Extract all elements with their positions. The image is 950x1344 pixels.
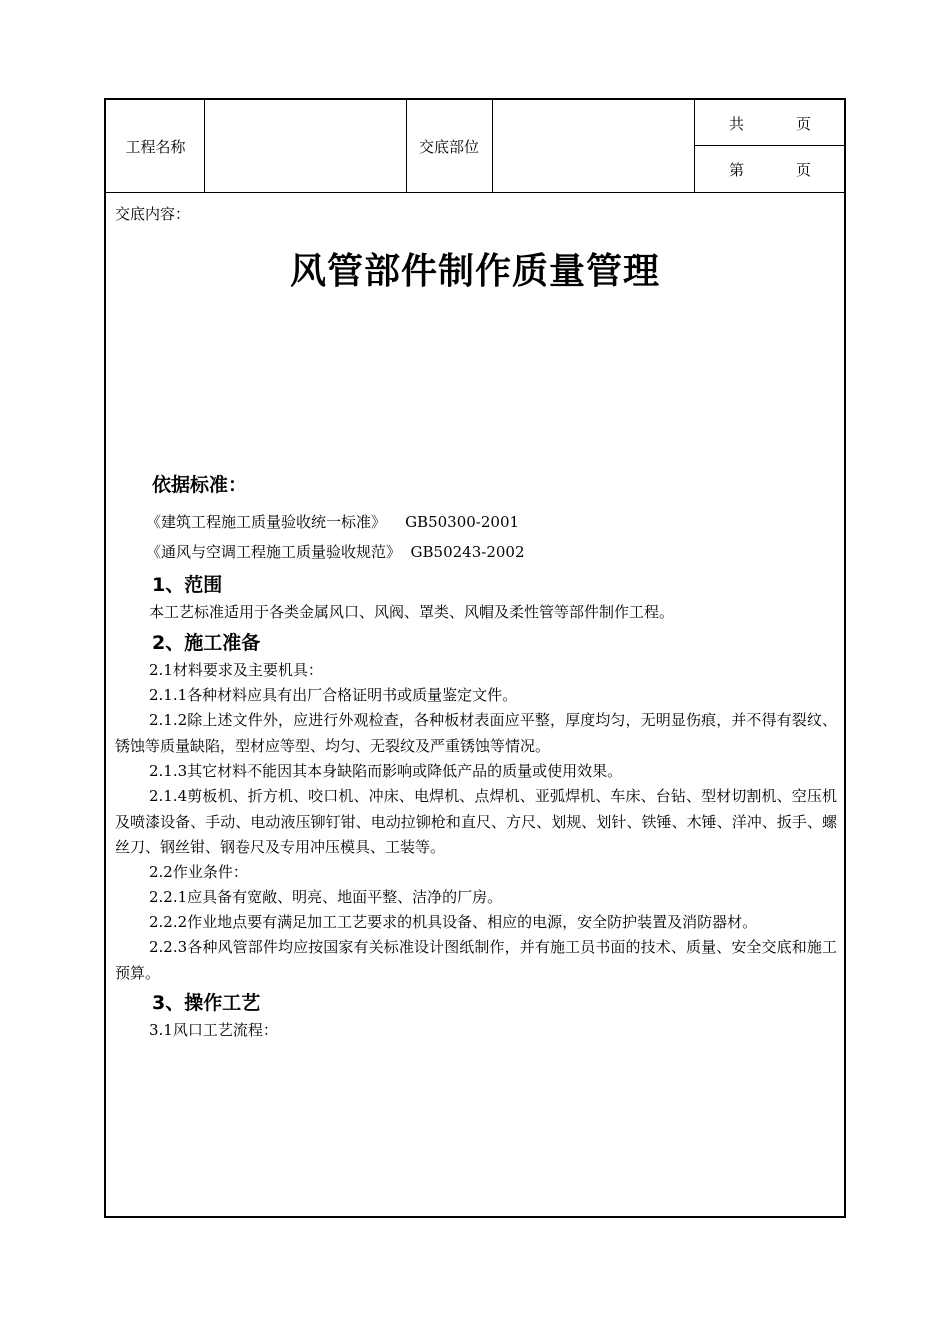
section-heading-process: 3、操作工艺	[152, 992, 261, 1014]
page-count-cell	[694, 100, 846, 192]
total-pages-prefix: 共	[729, 114, 745, 133]
form-header-row	[106, 100, 844, 193]
paragraph: 3.1风口工艺流程：	[149, 1021, 278, 1039]
paragraph: 2.2.1应具备有宽敞、明亮、地面平整、洁净的厂房。	[149, 888, 503, 906]
paragraph: 2.1材料要求及主要机具：	[149, 661, 323, 679]
paragraph: 2.2.3各种风管部件均应按国家有关标准设计图纸制作，并有施工员书面的技术、质量、安全交底和施工预算。	[115, 938, 837, 982]
paragraph: 2.1.1各种材料应具有出厂合格证明书或质量鉴定文件。	[149, 686, 518, 704]
basis-heading: 依据标准：	[152, 474, 248, 496]
project-name-label: 工程名称	[125, 137, 186, 156]
divider	[694, 145, 846, 146]
location-field[interactable]	[492, 100, 694, 192]
total-pages-suffix: 页	[796, 114, 812, 133]
paragraph: 2.2作业条件：	[149, 863, 248, 881]
paragraph: 2.2.2作业地点要有满足加工工艺要求的机具设备、相应的电源，安全防护装置及消防器材。	[149, 913, 758, 931]
total-pages-line	[694, 100, 846, 146]
page-number-prefix: 第	[729, 160, 745, 179]
reference-standard: 《建筑工程施工质量验收统一标准》 GB50300-2001	[146, 513, 520, 531]
reference-standard: 《通风与空调工程施工质量验收规范》 GB50243-2002	[146, 543, 525, 561]
location-label: 交底部位	[418, 137, 479, 156]
disclosure-form	[104, 98, 846, 1218]
paragraph: 本工艺标准适用于各类金属风口、风阀、罩类、风帽及柔性管等部件制作工程。	[149, 603, 675, 621]
page-number-suffix: 页	[796, 160, 812, 179]
intro-label: 交底内容：	[115, 205, 191, 223]
section-heading-scope: 1、范围	[152, 574, 223, 596]
paragraph: 2.1.2除上述文件外，应进行外观检查，各种板材表面应平整，厚度均匀，无明显伤痕，并不得有裂纹、锈蚀等质量缺陷，型材应等型、均匀、无裂纹及严重锈蚀等情况。	[115, 711, 837, 755]
document-title: 风管部件制作质量管理	[289, 251, 660, 292]
page-number-line	[694, 146, 846, 192]
paragraph: 2.1.3其它材料不能因其本身缺陷而影响或降低产品的质量或使用效果。	[149, 762, 623, 780]
project-name-field[interactable]	[205, 100, 406, 192]
paragraph: 2.1.4剪板机、折方机、咬口机、冲床、电焊机、点焊机、亚弧焊机、车床、台钻、型材切割机、空压机及喷漆设备、手动、电动液压铆钉钳、电动拉铆枪和直尺、方尺、划规、划针、铁锤、木锤、洋冲、扳手、螺丝刀、钢丝钳、钢卷尺及专用冲压模具、工装等。	[115, 787, 837, 856]
section-heading-prep: 2、施工准备	[152, 632, 261, 654]
